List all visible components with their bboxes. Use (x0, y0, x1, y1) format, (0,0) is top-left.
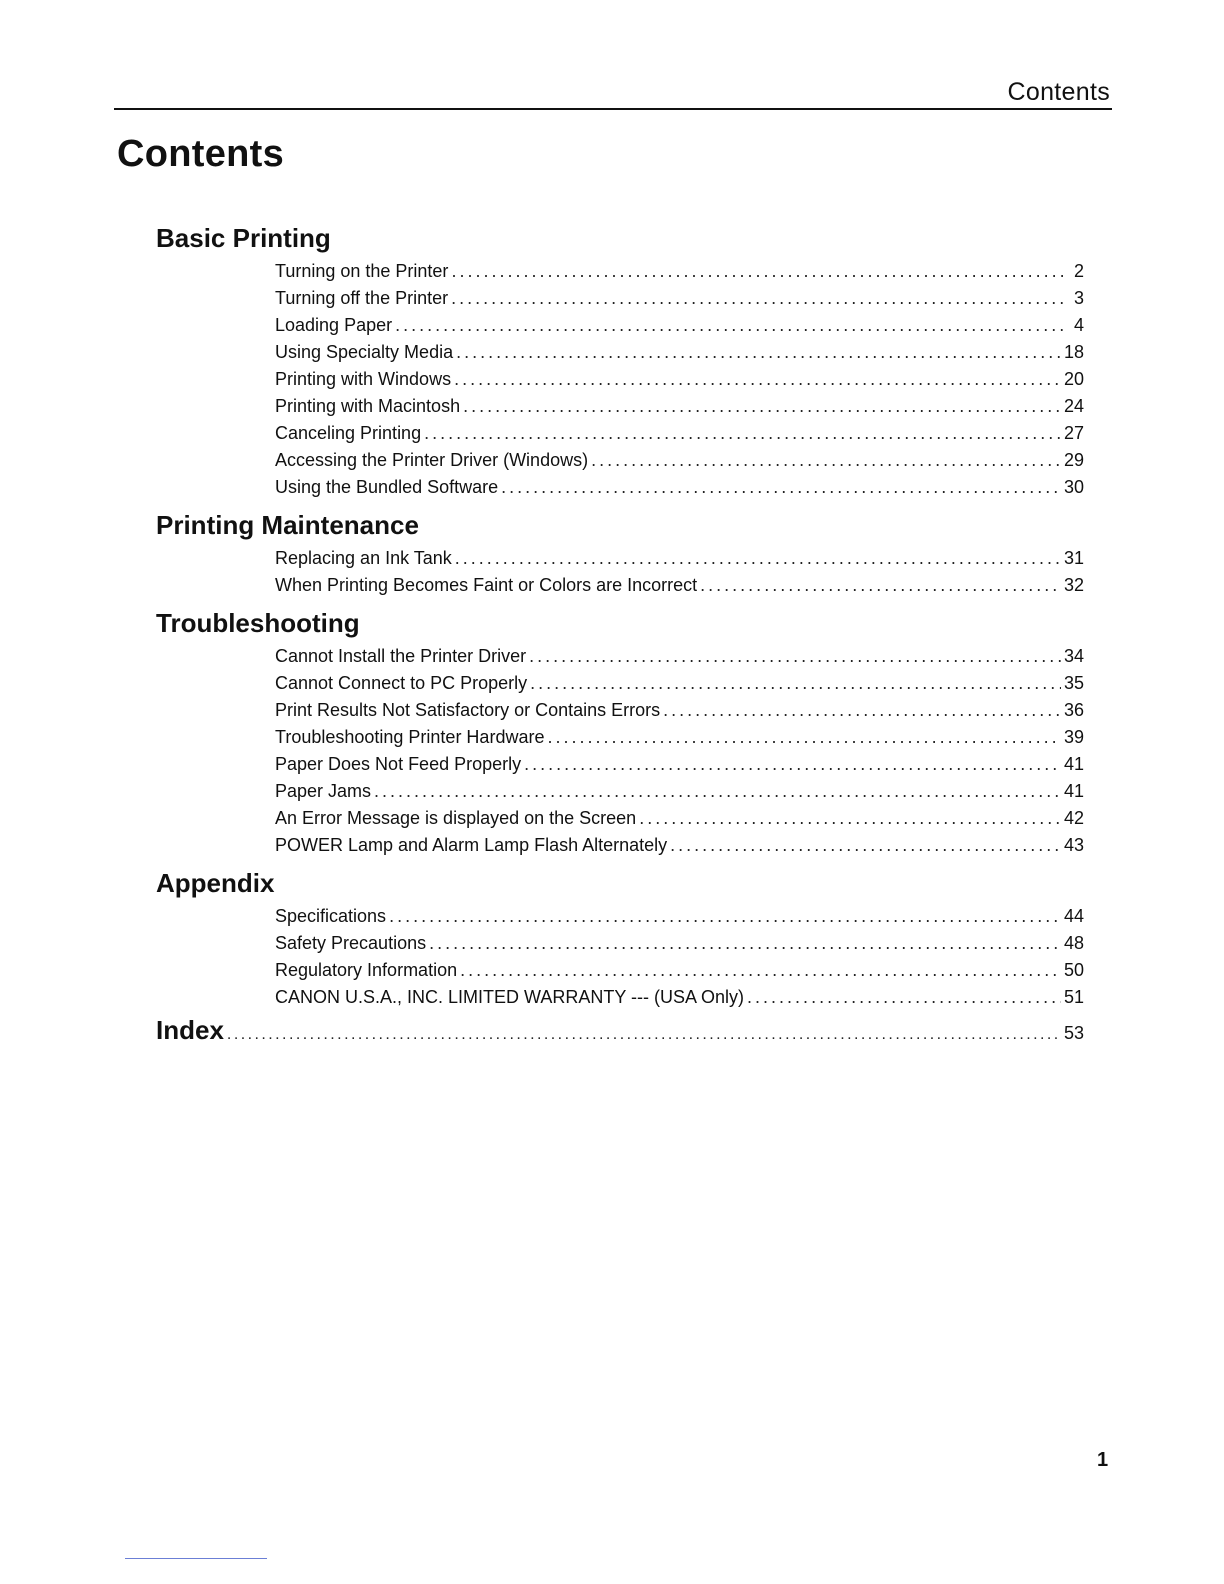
entry-title: Loading Paper (275, 315, 393, 335)
toc-sections (156, 218, 1084, 1011)
dot-leader (529, 643, 1061, 670)
section-heading: Printing Maintenance (156, 510, 419, 540)
entry-title: Cannot Connect to PC Properly (275, 673, 528, 693)
entry-page-number: 31 (1063, 548, 1084, 568)
entry-title: Paper Does Not Feed Properly (275, 754, 522, 774)
dot-leader (389, 903, 1061, 930)
dot-leader (530, 670, 1061, 697)
entry-title: Printing with Windows (275, 369, 452, 389)
entry-title: When Printing Becomes Faint or Colors are Incorrect (275, 575, 698, 595)
entry-page-number: 3 (1073, 288, 1084, 308)
section-heading: Basic Printing (156, 223, 331, 253)
dot-leader (451, 258, 1063, 285)
toc-entry[interactable] (156, 903, 1084, 930)
entry-title: Accessing the Printer Driver (Windows) (275, 450, 589, 470)
toc-entry[interactable] (156, 778, 1084, 805)
entry-page-number: 30 (1063, 477, 1084, 497)
toc-index-entry[interactable] (156, 1013, 1084, 1047)
dot-leader (227, 1018, 1061, 1052)
toc-entry[interactable] (156, 957, 1084, 984)
dot-leader (591, 447, 1061, 474)
toc-entry[interactable] (156, 339, 1084, 366)
entry-page-number: 18 (1063, 342, 1084, 362)
entry-title: Printing with Macintosh (275, 396, 461, 416)
entry-page-number: 20 (1063, 369, 1084, 389)
section-entry-list (156, 545, 1084, 599)
section-entry-list (156, 643, 1084, 859)
toc-entry[interactable] (156, 285, 1084, 312)
entry-page-number: 35 (1063, 673, 1084, 693)
entry-title: Turning on the Printer (275, 261, 449, 281)
toc-section (156, 505, 1084, 599)
entry-title: Safety Precautions (275, 933, 427, 953)
index-title: Index (156, 1015, 224, 1045)
entry-page-number: 50 (1063, 960, 1084, 980)
toc-entry[interactable] (156, 670, 1084, 697)
entry-page-number: 27 (1063, 423, 1084, 443)
entry-page-number: 51 (1063, 987, 1084, 1007)
entry-page-number: 42 (1063, 808, 1084, 828)
section-heading: Appendix (156, 868, 275, 898)
dot-leader (747, 984, 1061, 1011)
entry-page-number: 32 (1063, 575, 1084, 595)
entry-page-number: 36 (1063, 700, 1084, 720)
dot-leader (395, 312, 1063, 339)
entry-title: An Error Message is displayed on the Screen (275, 808, 637, 828)
entry-page-number: 4 (1073, 315, 1084, 335)
section-entry-list (156, 903, 1084, 1011)
toc-entry[interactable] (156, 312, 1084, 339)
entry-page-number: 41 (1063, 754, 1084, 774)
entry-page-number: 43 (1063, 835, 1084, 855)
dot-leader (429, 930, 1061, 957)
section-heading: Troubleshooting (156, 608, 360, 638)
toc-entry[interactable] (156, 258, 1084, 285)
dot-leader (454, 366, 1061, 393)
entry-page-number: 24 (1063, 396, 1084, 416)
entry-title: Using the Bundled Software (275, 477, 499, 497)
toc-entry[interactable] (156, 930, 1084, 957)
index-page-number: 53 (1063, 1023, 1084, 1043)
entry-title: Cannot Install the Printer Driver (275, 646, 527, 666)
page-number: 1 (1097, 1449, 1109, 1471)
entry-title: Canceling Printing (275, 423, 422, 443)
toc-section (156, 218, 1084, 501)
toc-entry[interactable] (156, 420, 1084, 447)
toc-section (156, 863, 1084, 1011)
entry-page-number: 41 (1063, 781, 1084, 801)
entry-title: Print Results Not Satisfactory or Contains Errors (275, 700, 661, 720)
dot-leader (700, 572, 1061, 599)
dot-leader (463, 393, 1061, 420)
page-title: Contents (117, 133, 285, 175)
running-header-text: Contents (1007, 78, 1110, 106)
toc-entry[interactable] (156, 393, 1084, 420)
entry-page-number: 39 (1063, 727, 1084, 747)
toc-entry[interactable] (156, 805, 1084, 832)
dot-leader (451, 285, 1063, 312)
entry-title: CANON U.S.A., INC. LIMITED WARRANTY --- (USA Only) (275, 987, 745, 1007)
dot-leader (524, 751, 1061, 778)
dot-leader (670, 832, 1061, 859)
entry-title: Paper Jams (275, 781, 372, 801)
dot-leader (424, 420, 1061, 447)
entry-title: POWER Lamp and Alarm Lamp Flash Alternately (275, 835, 668, 855)
dot-leader (460, 957, 1061, 984)
entry-page-number: 48 (1063, 933, 1084, 953)
toc-section (156, 603, 1084, 859)
toc-entry[interactable] (156, 832, 1084, 859)
toc-entry[interactable] (156, 697, 1084, 724)
entry-title: Troubleshooting Printer Hardware (275, 727, 545, 747)
toc-entry[interactable] (156, 724, 1084, 751)
dot-leader (547, 724, 1061, 751)
entry-title: Specifications (275, 906, 387, 926)
dot-leader (501, 474, 1061, 501)
toc-entry[interactable] (156, 366, 1084, 393)
running-header (114, 76, 1112, 110)
dot-leader (639, 805, 1061, 832)
toc-entry[interactable] (156, 474, 1084, 501)
dot-leader (455, 545, 1061, 572)
entry-title: Turning off the Printer (275, 288, 449, 308)
section-entry-list (156, 258, 1084, 501)
entry-title: Regulatory Information (275, 960, 458, 980)
table-of-contents (156, 218, 1084, 1047)
entry-page-number: 2 (1073, 261, 1084, 281)
toc-entry[interactable] (156, 984, 1084, 1011)
entry-page-number: 29 (1063, 450, 1084, 470)
entry-title: Replacing an Ink Tank (275, 548, 452, 568)
entry-page-number: 44 (1063, 906, 1084, 926)
dot-leader (456, 339, 1061, 366)
toc-entry[interactable] (156, 751, 1084, 778)
toc-entry[interactable] (156, 572, 1084, 599)
footer-rule (125, 1558, 267, 1559)
toc-entry[interactable] (156, 643, 1084, 670)
toc-entry[interactable] (156, 545, 1084, 572)
entry-title: Using Specialty Media (275, 342, 454, 362)
dot-leader (374, 778, 1061, 805)
dot-leader (663, 697, 1061, 724)
entry-page-number: 34 (1063, 646, 1084, 666)
toc-entry[interactable] (156, 447, 1084, 474)
